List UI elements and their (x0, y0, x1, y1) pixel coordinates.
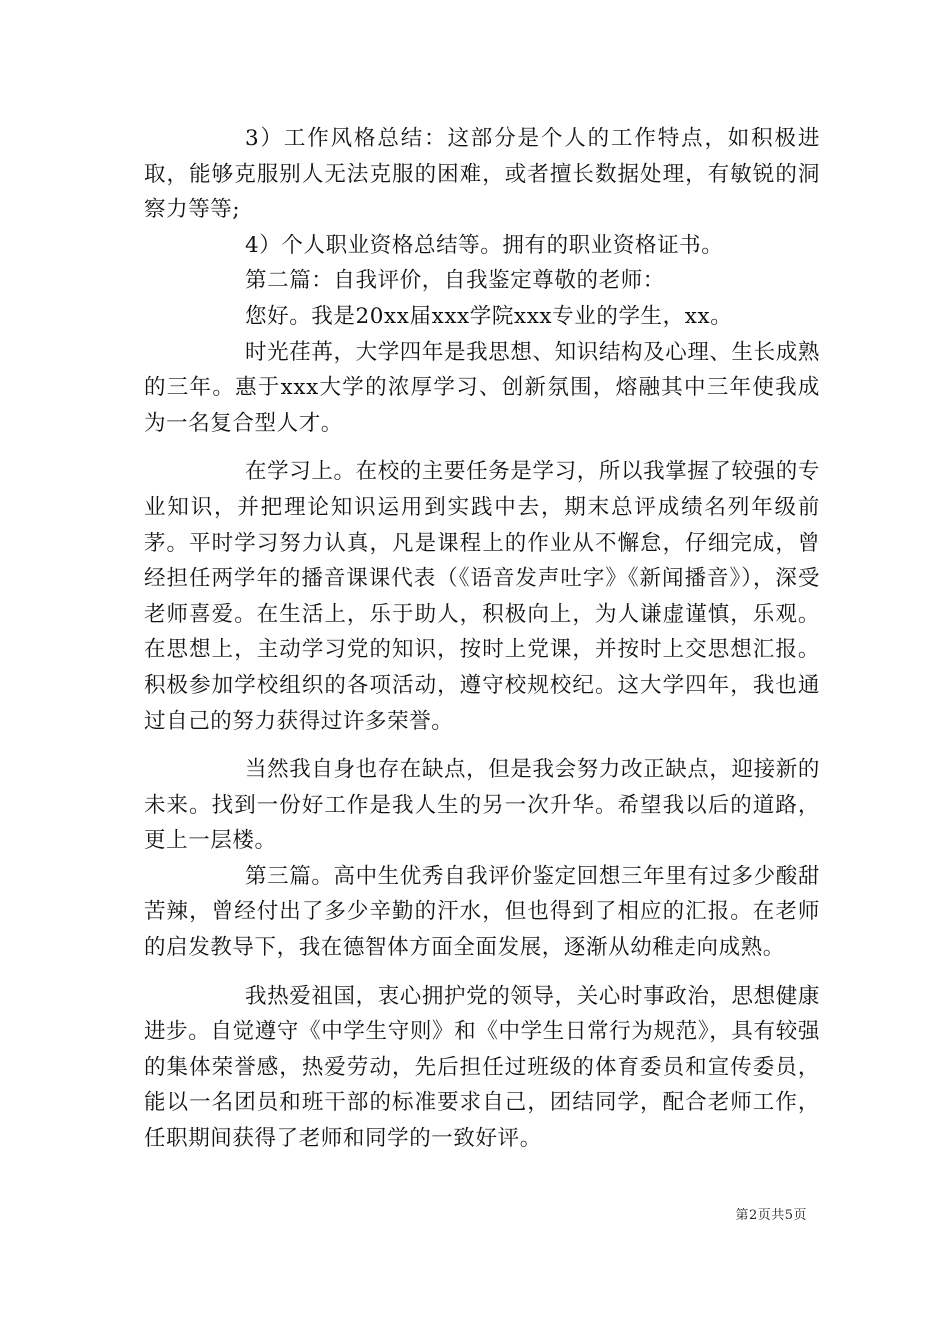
paragraph-university-years: 时光荏苒，大学四年是我思想、知识结构及心理、生长成熟的三年。惠于xxx大学的浓厚学习、创新氛围，熔融其中三年使我成为一名复合型人才。 (144, 339, 820, 436)
paragraph-patriotism: 我热爱祖国，衷心拥护党的领导，关心时事政治，思想健康进步。自觉遵守《中学生守则》和《中学生日常行为规范》，具有较强的集体荣誉感，热爱劳动，先后担任过班级的体育委员和宣传委员，能以一名团员和班干部的标准要求自己，团结同学，配合老师工作，任职期间获得了老师和同学的一致好评。 (144, 983, 820, 1152)
paragraph-study: 在学习上。在校的主要任务是学习，所以我掌握了较强的专业知识，并把理论知识运用到实践中去，期末总评成绩名列年级前茅。平时学习努力认真，凡是课程上的作业从不懈怠，仔细完成，曾经担任两学年的播音课课代表（《语音发声吐字》《新闻播音》），深受老师喜爱。在生活上，乐于助人，积极向上，为人谦虚谨慎，乐观。在思想上，主动学习党的知识，按时上党课，并按时上交思想汇报。积极参加学校组织的各项活动，遵守校规校纪。这大学四年，我也通过自己的努力获得过许多荣誉。 (144, 459, 820, 734)
paragraph-greeting: 您好。我是20xx届xxx学院xxx专业的学生，xx。 (245, 303, 733, 329)
page-number: 第2页共5页 (735, 1208, 807, 1223)
paragraph-part-three: 第三篇。高中生优秀自我评价鉴定回想三年里有过多少酸甜苦辣，曾经付出了多少辛勤的汗水，但也得到了相应的汇报。在老师的启发教导下，我在德智体方面全面发展，逐渐从幼稚走向成熟。 (144, 863, 820, 961)
paragraph-qualifications: 4）个人职业资格总结等。拥有的职业资格证书。 (245, 232, 724, 258)
paragraph-work-style: 3）工作风格总结：这部分是个人的工作特点，如积极进取，能够克服别人无法克服的困难，或者擅长数据处理，有敏锐的洞察力等等; (144, 126, 820, 223)
paragraph-part-two-heading: 第二篇：自我评价，自我鉴定尊敬的老师： (245, 268, 665, 294)
paragraph-shortcomings: 当然我自身也存在缺点，但是我会努力改正缺点，迎接新的未来。找到一份好工作是我人生的另一次升华。希望我以后的道路，更上一层楼。 (144, 757, 820, 854)
document-body (144, 121, 820, 1157)
